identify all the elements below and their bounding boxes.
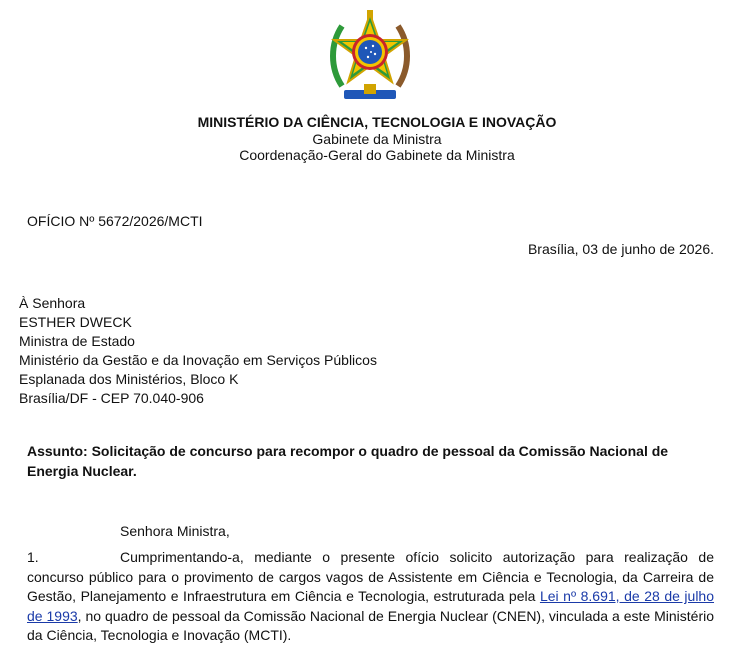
subject-label: Assunto: [27, 443, 88, 459]
paragraph-text-end: , no quadro de pessoal da Comissão Nacional de Energia Nuclear (CNEN), vinculada a este Ministério da Ciência, Tecnologia e Inovação (MCTI). [27, 607, 714, 643]
coordination-name: Coordenação-Geral do Gabinete da Ministra [239, 147, 515, 163]
subject [27, 442, 717, 481]
law-link[interactable]: Lei nº 8.691, de 28 de julho de 1993 [27, 588, 715, 624]
coat-of-arms-icon [328, 8, 412, 108]
subject-text: Solicitação de concurso para recompor o quadro de pessoal da Comissão Nacional de Energia Nuclear. [27, 443, 669, 479]
paragraph-number: 1. [27, 549, 39, 565]
paragraph-1 [27, 548, 714, 646]
recipient-line: Esplanada dos Ministérios, Bloco K [19, 371, 239, 387]
recipient-line: ESTHER DWECK [19, 314, 132, 330]
recipient-line: Ministra de Estado [19, 333, 135, 349]
paragraph-text-start: Cumprimentando-a, mediante o presente ofício solicito autorização para realização de concurso público para o provimento de cargos vagos de Assistente em Ciência e Tecnologia, da Carreira de Gestão, Planejamento e Infraestrutura em Ciência e Tecnologia, estruturada pela [27, 549, 714, 604]
recipient-block [19, 294, 377, 408]
salutation: Senhora Ministra, [120, 523, 230, 539]
document-number: OFÍCIO Nº 5672/2026/MCTI [27, 213, 203, 229]
recipient-line: Ministério da Gestão e da Inovação em Serviços Públicos [19, 352, 377, 368]
recipient-line: Brasília/DF - CEP 70.040-906 [19, 390, 204, 406]
place-date: Brasília, 03 de junho de 2026. [527, 241, 714, 257]
office-name: Gabinete da Ministra [312, 131, 442, 147]
recipient-line: À Senhora [19, 295, 86, 311]
ministry-title: MINISTÉRIO DA CIÊNCIA, TECNOLOGIA E INOVAÇÃO [197, 114, 557, 130]
